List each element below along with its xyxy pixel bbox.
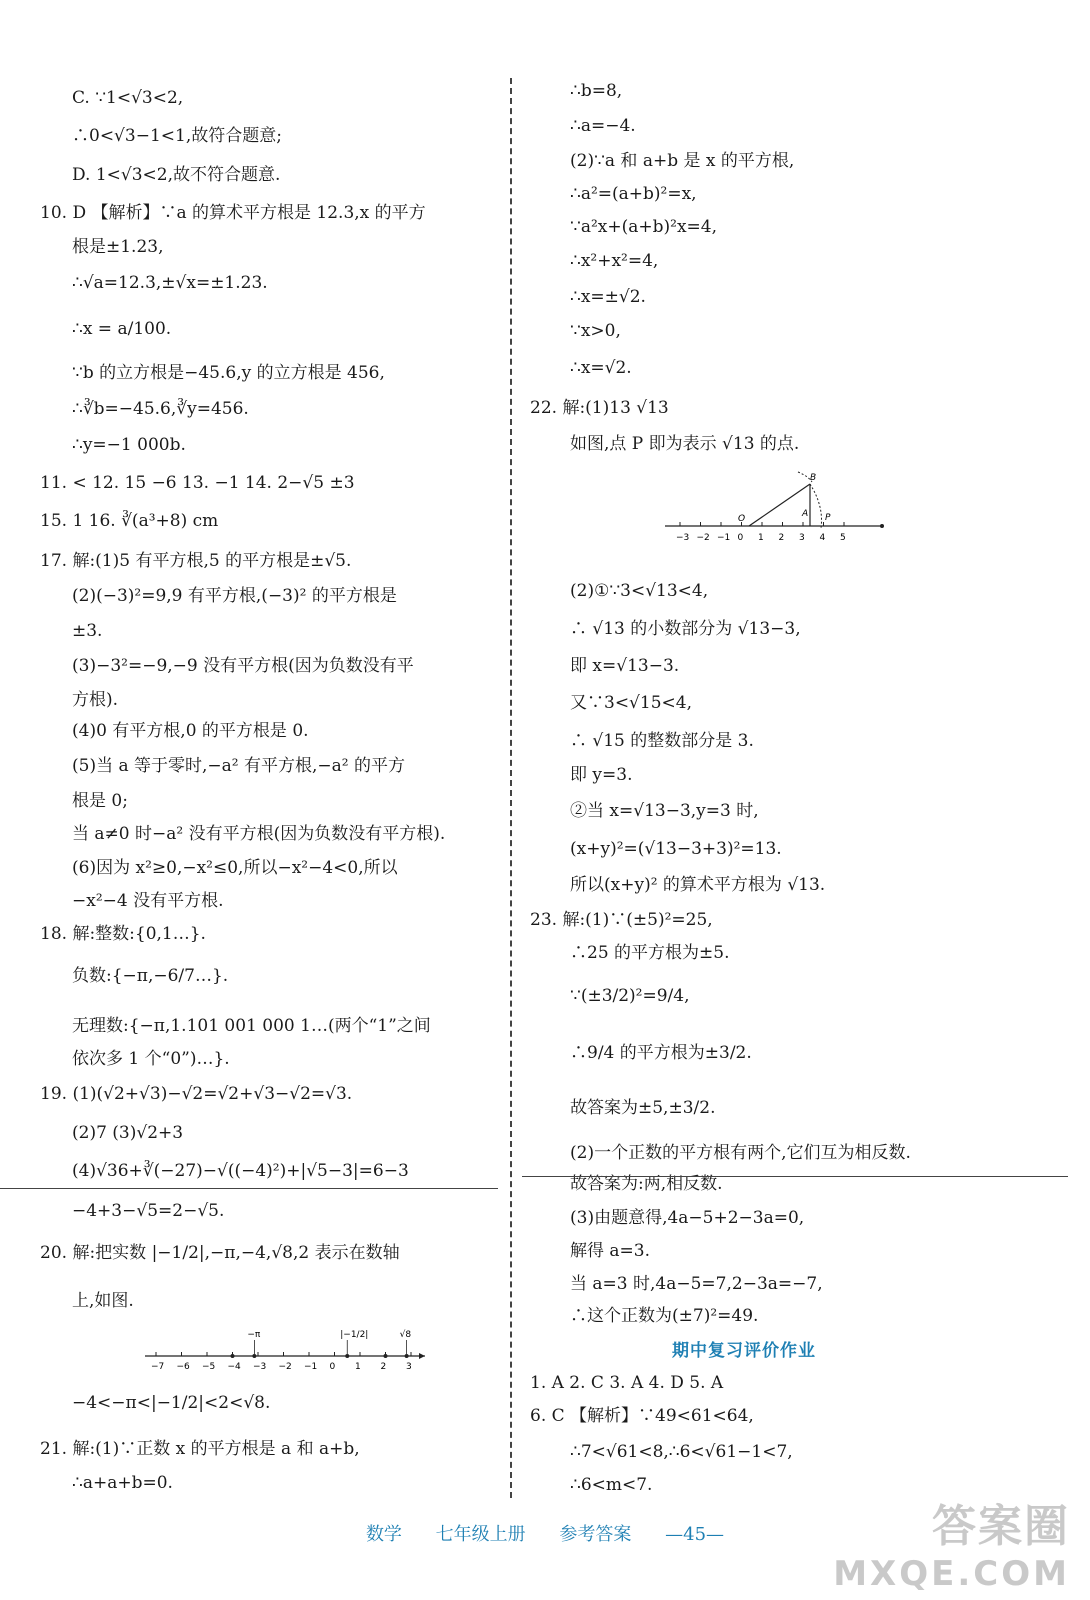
- point-label-B: B: [810, 473, 817, 483]
- tick-label: −1: [717, 533, 731, 543]
- answer-line: 11. < 12. 15 −6 13. −1 14. 2−√5 ±3: [40, 473, 355, 493]
- answer-line: (2)一个正数的平方根有两个,它们互为相反数.: [570, 1143, 911, 1163]
- tick-label: 5: [840, 533, 846, 543]
- number-point: [345, 1354, 349, 1358]
- answer-line: ∴x=√2.: [570, 358, 632, 378]
- tick-label: −5: [202, 1362, 216, 1372]
- answer-line: 如图,点 P 即为表示 √13 的点.: [570, 434, 800, 454]
- watermark-logo: [833, 1490, 1070, 1594]
- tick-label: −3: [253, 1362, 267, 1372]
- answer-line: ±3.: [72, 621, 103, 641]
- tick-label: −6: [176, 1362, 190, 1372]
- answer-line: 当 a≠0 时−a² 没有平方根(因为负数没有平方根).: [72, 824, 446, 844]
- answer-line: ∴9/4 的平方根为±3/2.: [570, 1043, 752, 1063]
- section-title: 期中复习评价作业: [672, 1341, 816, 1361]
- answer-line: 负数:{−π,−6/7…}.: [72, 966, 229, 986]
- answer-line: ∴ √13 的小数部分为 √13−3,: [570, 619, 801, 639]
- tick-label: −2: [278, 1362, 292, 1372]
- answer-line: (3)−3²=−9,−9 没有平方根(因为负数没有平: [72, 656, 414, 676]
- answer-line: 无理数:{−π,1.101 001 000 1…(两个“1”之间: [72, 1016, 431, 1036]
- number-point: [252, 1354, 256, 1358]
- answer-line: 1. A 2. C 3. A 4. D 5. A: [530, 1373, 724, 1393]
- point-label: √8: [399, 1330, 412, 1340]
- answer-line: (2)7 (3)√2+3: [72, 1123, 184, 1143]
- answer-line: (2)①∵3<√13<4,: [570, 581, 709, 601]
- answer-line: 20. 解:把实数 |−1/2|,−π,−4,√8,2 表示在数轴: [40, 1243, 400, 1263]
- answer-line: 23. 解:(1)∵(±5)²=25,: [530, 910, 713, 930]
- number-point: [384, 1354, 388, 1358]
- number-line-problem-22: [660, 466, 890, 550]
- answer-line: C. ∵1<√3<2,: [72, 88, 184, 108]
- answer-line: 17. 解:(1)5 有平方根,5 的平方根是±√5.: [40, 551, 352, 571]
- tick-label: 2: [778, 533, 785, 543]
- answer-line: (3)由题意得,4a−5+2−3a=0,: [570, 1208, 805, 1228]
- answer-line: ∴x = a/100.: [72, 319, 172, 339]
- left-horizontal-rule: [0, 1188, 498, 1189]
- tick-label: −7: [151, 1362, 165, 1372]
- answer-line: −4<−π<|−1/2|<2<√8.: [72, 1393, 271, 1413]
- answer-line: ∴这个正数为(±7)²=49.: [570, 1306, 759, 1326]
- answer-line: ∵b 的立方根是−45.6,y 的立方根是 456,: [72, 363, 385, 383]
- answer-line: ∴7<√61<8,∴6<√61−1<7,: [570, 1442, 793, 1462]
- answer-line: ∴x=±√2.: [570, 287, 646, 307]
- answer-line: ②当 x=√13−3,y=3 时,: [570, 801, 759, 821]
- tick-label: −2: [696, 533, 710, 543]
- tick-label: 1: [355, 1362, 361, 1372]
- answer-line: 15. 1 16. ∛(a³+8) cm: [40, 511, 219, 531]
- answer-line: 根是 0;: [72, 791, 128, 811]
- tick-label: 2: [380, 1362, 387, 1372]
- number-line-problem-20: [140, 1322, 430, 1374]
- footer-grade: 七年级上册: [435, 1524, 526, 1545]
- watermark-line1: 答案圈: [932, 1501, 1070, 1552]
- answer-line: ∴∛b=−45.6,∛y=456.: [72, 399, 249, 419]
- answer-line: 依次多 1 个“0”)…}.: [72, 1049, 230, 1069]
- point-label-A: A: [802, 509, 809, 519]
- answer-line: ∴a²=(a+b)²=x,: [570, 184, 697, 204]
- tick-label: 3: [406, 1362, 412, 1372]
- number-point: [231, 1354, 235, 1358]
- tick-label: −1: [304, 1362, 318, 1372]
- answer-line: 当 a=3 时,4a−5=7,2−3a=−7,: [570, 1274, 823, 1294]
- answer-line: ∴6<m<7.: [570, 1475, 653, 1495]
- answer-line: 6. C 【解析】∵49<61<64,: [530, 1406, 754, 1426]
- answer-line: ∴a=−4.: [570, 116, 636, 136]
- point-label-O: O: [738, 514, 746, 524]
- answer-line: 又∵3<√15<4,: [570, 693, 692, 713]
- tick-label: −3: [676, 533, 690, 543]
- watermark-line2: MXQE.COM: [833, 1554, 1070, 1594]
- footer-subject: 数学: [365, 1524, 402, 1545]
- answer-line: 10. D 【解析】∵a 的算术平方根是 12.3,x 的平方: [40, 203, 426, 223]
- tick-label: 3: [799, 533, 805, 543]
- answer-line: ∵x>0,: [570, 321, 621, 341]
- answer-line: 即 y=3.: [570, 765, 633, 785]
- answer-line: 故答案为:两,相反数.: [570, 1174, 723, 1194]
- answer-line: 19. (1)(√2+√3)−√2=√2+√3−√2=√3.: [40, 1084, 353, 1104]
- answer-line: 所以(x+y)² 的算术平方根为 √13.: [570, 875, 826, 895]
- tick-label: 4: [819, 533, 826, 543]
- answer-line: 上,如图.: [72, 1291, 134, 1311]
- answer-line: ∴√a=12.3,±√x=±1.23.: [72, 273, 268, 293]
- answer-line: ∵(±3/2)²=9/4,: [570, 986, 690, 1006]
- answer-line: ∴b=8,: [570, 81, 623, 101]
- answer-line: (x+y)²=(√13−3+3)²=13.: [570, 839, 782, 859]
- answer-line: −4+3−√5=2−√5.: [72, 1201, 225, 1221]
- answer-line: 解得 a=3.: [570, 1241, 651, 1261]
- tick-label: 1: [758, 533, 764, 543]
- answer-line: 根是±1.23,: [72, 237, 164, 257]
- answer-line: 方根).: [72, 690, 119, 710]
- answer-line: (2)∵a 和 a+b 是 x 的平方根,: [570, 151, 795, 171]
- answer-line: 22. 解:(1)13 √13: [530, 398, 669, 418]
- footer-page-number: —45—: [665, 1524, 725, 1545]
- answer-line: 故答案为±5,±3/2.: [570, 1098, 716, 1118]
- number-point: [405, 1354, 409, 1358]
- point-label: |−1/2|: [340, 1330, 369, 1340]
- answer-line: ∴0<√3−1<1,故符合题意;: [72, 126, 282, 146]
- answer-line: 18. 解:整数:{0,1…}.: [40, 924, 206, 944]
- answer-line: 即 x=√13−3.: [570, 656, 680, 676]
- answer-line: (4)0 有平方根,0 的平方根是 0.: [72, 721, 309, 741]
- answer-line: ∵a²x+(a+b)²x=4,: [570, 217, 717, 237]
- answer-line: −x²−4 没有平方根.: [72, 891, 224, 911]
- answer-line: (5)当 a 等于零时,−a² 有平方根,−a² 的平方: [72, 756, 406, 776]
- answer-line: ∴y=−1 000b.: [72, 435, 186, 455]
- answer-line: (4)√36+∛(−27)−√((−4)²)+|√5−3|=6−3: [72, 1161, 409, 1181]
- answer-line: (2)(−3)²=9,9 有平方根,(−3)² 的平方根是: [72, 586, 397, 606]
- tick-label: 0: [329, 1362, 336, 1372]
- answer-line: (6)因为 x²≥0,−x²≤0,所以−x²−4<0,所以: [72, 858, 398, 878]
- answer-line: ∴x²+x²=4,: [570, 251, 659, 271]
- answer-line: D. 1<√3<2,故不符合题意.: [72, 165, 281, 185]
- answer-line: ∴25 的平方根为±5.: [570, 943, 730, 963]
- point-label: −π: [247, 1330, 261, 1340]
- right-horizontal-rule: [522, 1176, 1068, 1177]
- tick-label: 0: [737, 533, 744, 543]
- answer-line: 21. 解:(1)∵正数 x 的平方根是 a 和 a+b,: [40, 1439, 360, 1459]
- point-label-P: P: [825, 513, 831, 523]
- footer-answers: 参考答案: [559, 1524, 632, 1545]
- answer-line: ∴ √15 的整数部分是 3.: [570, 731, 754, 751]
- column-divider: [510, 78, 512, 1498]
- tick-label: −4: [227, 1362, 241, 1372]
- answer-line: ∴a+a+b=0.: [72, 1473, 173, 1493]
